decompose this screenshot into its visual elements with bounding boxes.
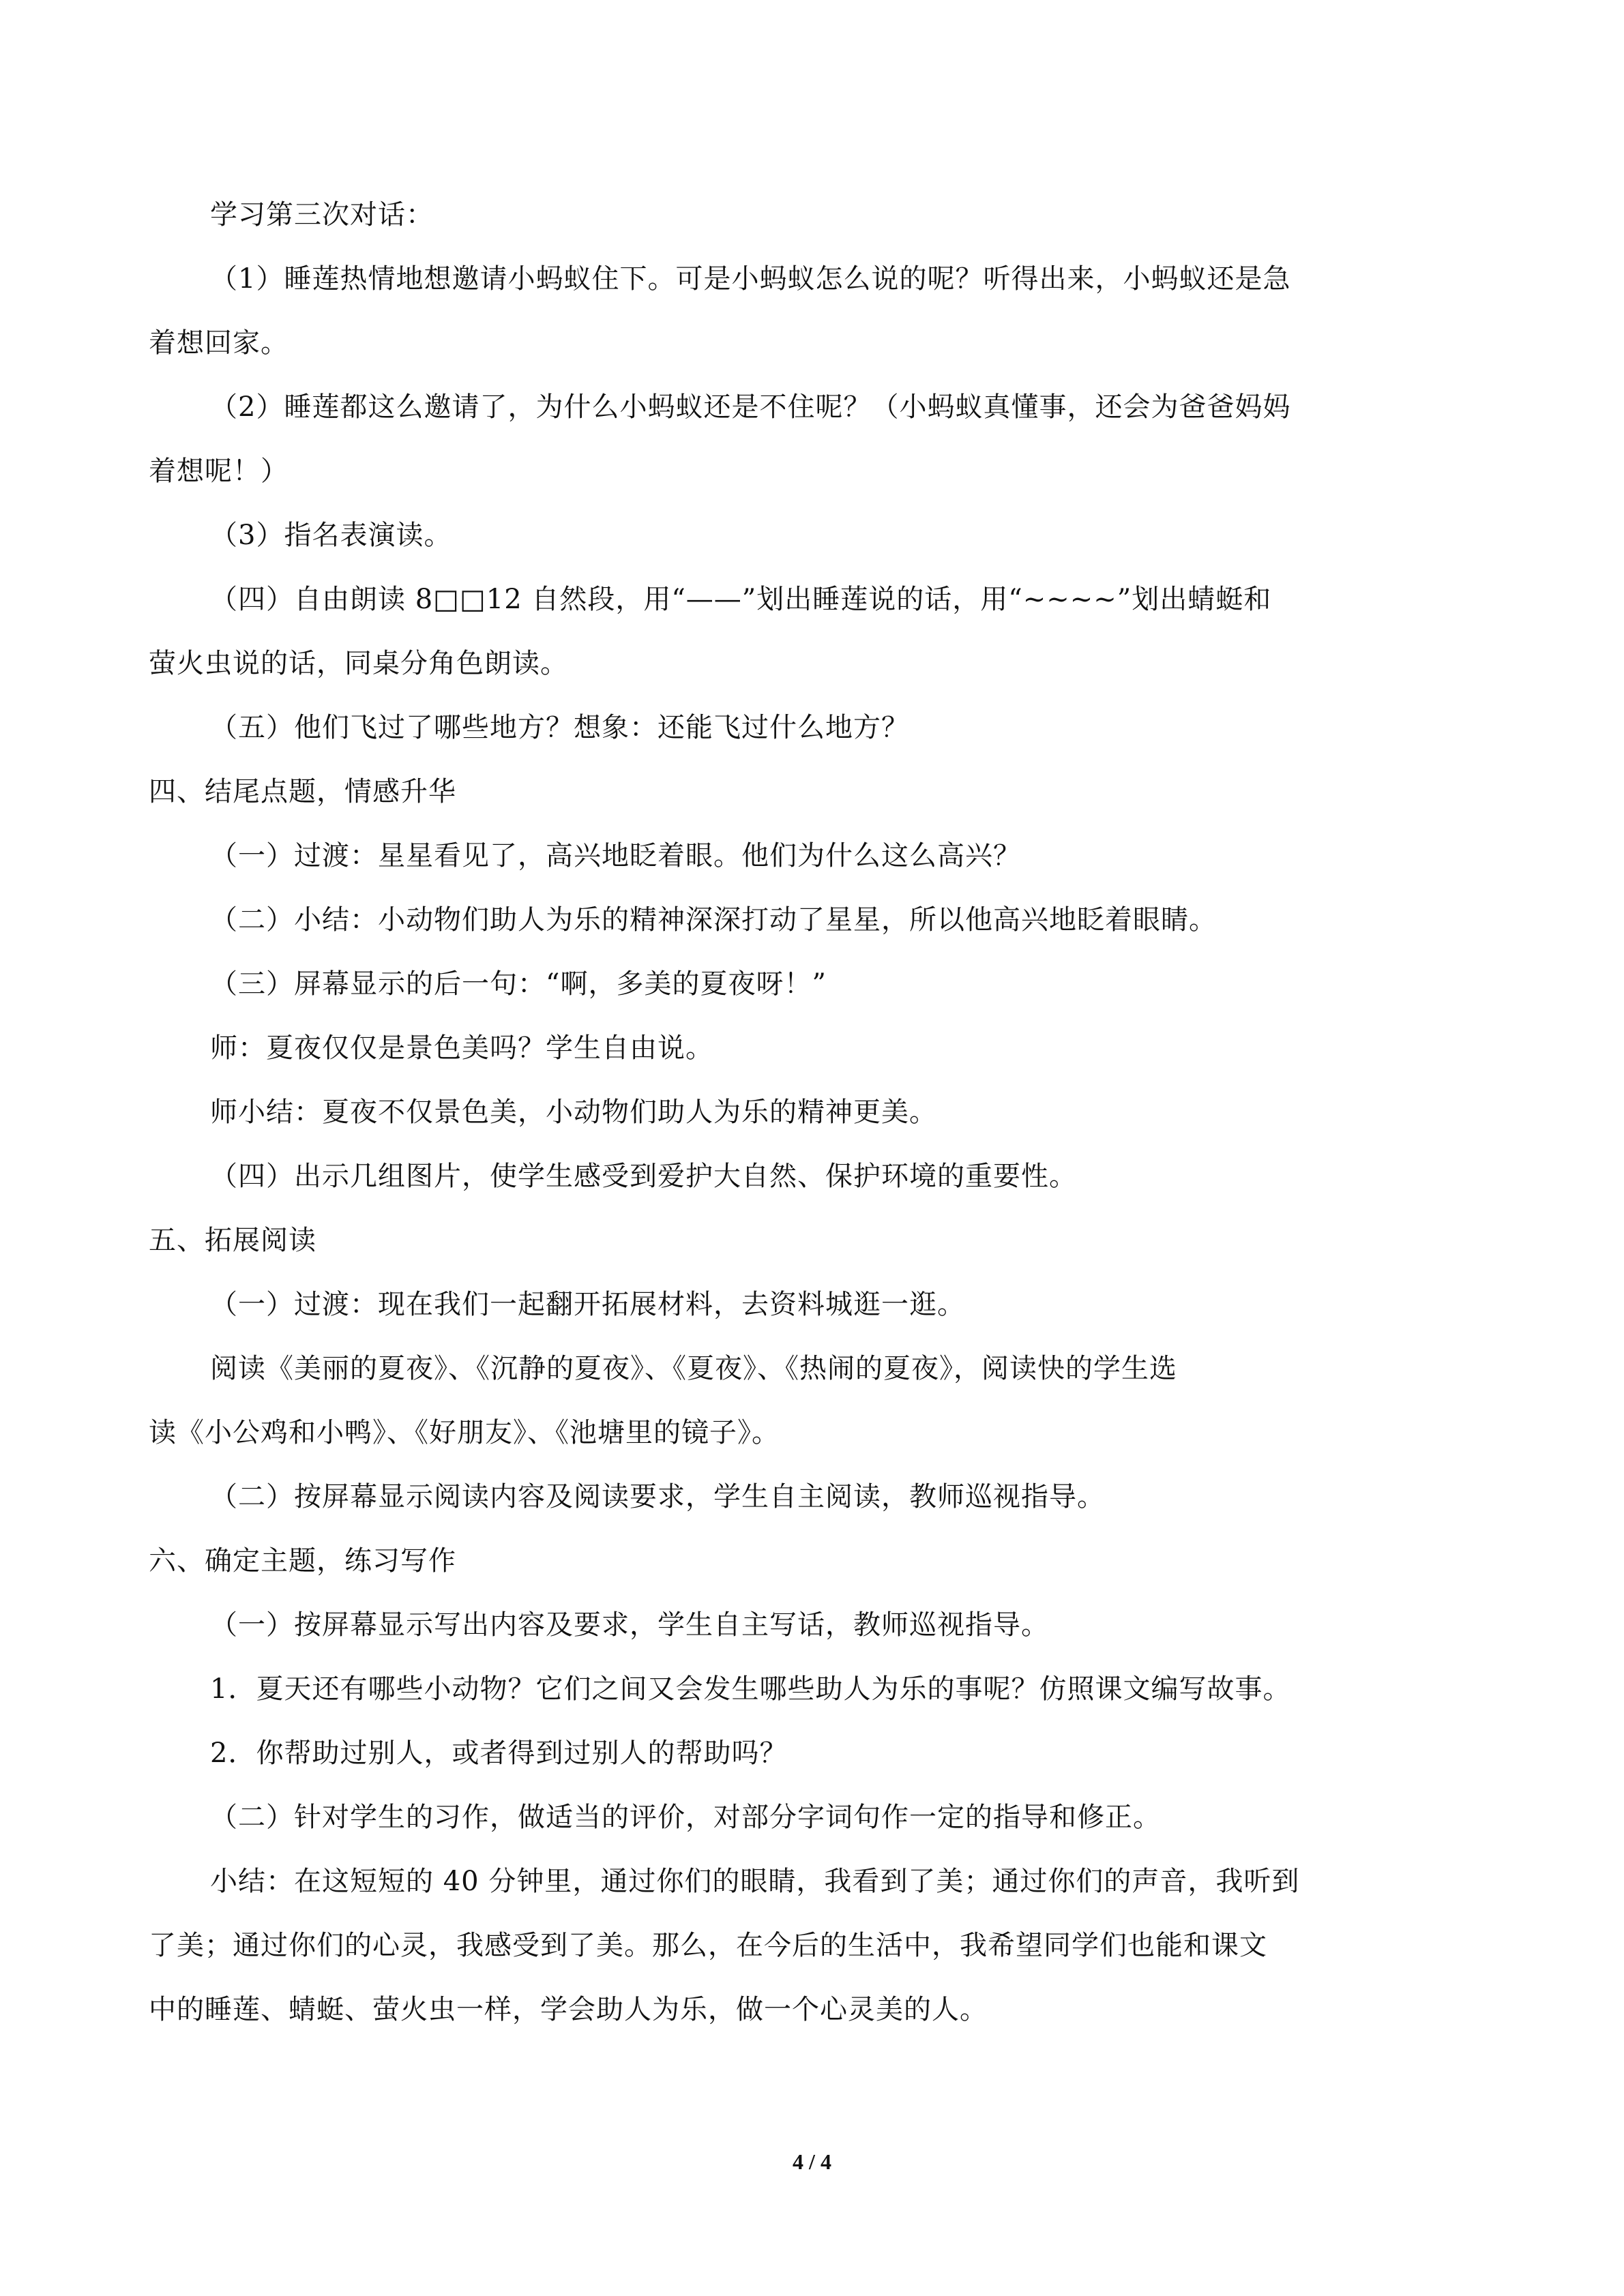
paragraph-line: 师小结：夏夜不仅景色美，小动物们助人为乐的精神更美。 [210, 1097, 937, 1128]
paragraph-line: 萤火虫说的话，同桌分角色朗读。 [149, 648, 568, 679]
paragraph-line: （2）睡莲都这么邀请了，为什么小蚂蚁还是不住呢？（小蚂蚁真懂事，还会为爸爸妈妈 [210, 391, 1291, 423]
paragraph-line: （五）他们飞过了哪些地方？想象：还能飞过什么地方？ [210, 712, 909, 743]
paragraph-line: （二）按屏幕显示阅读内容及阅读要求，学生自主阅读，教师巡视指导。 [210, 1481, 1105, 1512]
paragraph-line: 读《小公鸡和小鸭》、《好朋友》、《池塘里的镜子》。 [149, 1417, 780, 1448]
paragraph-line: （二）小结：小动物们助人为乐的精神深深打动了星星，所以他高兴地眨着眼睛。 [210, 904, 1217, 936]
paragraph-line: （三）屏幕显示的后一句：“啊，多美的夏夜呀！” [210, 968, 827, 1000]
paragraph-line: 阅读《美丽的夏夜》、《沉静的夏夜》、《夏夜》、《热闹的夏夜》，阅读快的学生选 [210, 1353, 1177, 1384]
paragraph-line: （二）针对学生的习作，做适当的评价，对部分字词句作一定的指导和修正。 [210, 1802, 1161, 1833]
paragraph-line: （3）指名表演读。 [210, 520, 452, 551]
paragraph-line: 小结：在这短短的 40 分钟里，通过你们的眼睛，我看到了美；通过你们的声音，我听到 [210, 1866, 1300, 1897]
document-body [149, 198, 1486, 2057]
paragraph-line: （四）自由朗读 8□□12 自然段，用“——”划出睡莲说的话，用“~~~~”划出蜻蜓和 [210, 584, 1272, 615]
paragraph-line: （一）过渡：星星看见了，高兴地眨着眼。他们为什么这么高兴？ [210, 840, 1021, 871]
paragraph-line: （一）按屏幕显示写出内容及要求，学生自主写话，教师巡视指导。 [210, 1609, 1049, 1641]
paragraph-line: （四）出示几组图片，使学生感受到爱护大自然、保护环境的重要性。 [210, 1161, 1077, 1192]
section-heading: 四、结尾点题，情感升华 [149, 776, 456, 807]
paragraph-line: 着想呢！） [149, 456, 289, 487]
paragraph-line: 了美；通过你们的心灵，我感受到了美。那么，在今后的生活中，我希望同学们也能和课文 [149, 1930, 1267, 1961]
page-number: 4 / 4 [793, 2149, 831, 2174]
paragraph-line: 学习第三次对话： [210, 199, 434, 230]
paragraph-line: 1．夏天还有哪些小动物？它们之间又会发生哪些助人为乐的事呢？仿照课文编写故事。 [210, 1673, 1291, 1705]
paragraph-line: 中的睡莲、蜻蜓、萤火虫一样，学会助人为乐，做一个心灵美的人。 [149, 1994, 988, 2025]
section-heading: 六、确定主题，练习写作 [149, 1545, 456, 1577]
paragraph-line: 师：夏夜仅仅是景色美吗？学生自由说。 [210, 1032, 713, 1064]
paragraph-line: （一）过渡：现在我们一起翻开拓展材料，去资料城逛一逛。 [210, 1289, 965, 1320]
paragraph-line: （1）睡莲热情地想邀请小蚂蚁住下。可是小蚂蚁怎么说的呢？听得出来，小蚂蚁还是急 [210, 263, 1291, 295]
paragraph-line: 着想回家。 [149, 327, 289, 359]
paragraph-line: 2．你帮助过别人，或者得到过别人的帮助吗？ [210, 1738, 788, 1769]
section-heading: 五、拓展阅读 [149, 1225, 316, 1256]
